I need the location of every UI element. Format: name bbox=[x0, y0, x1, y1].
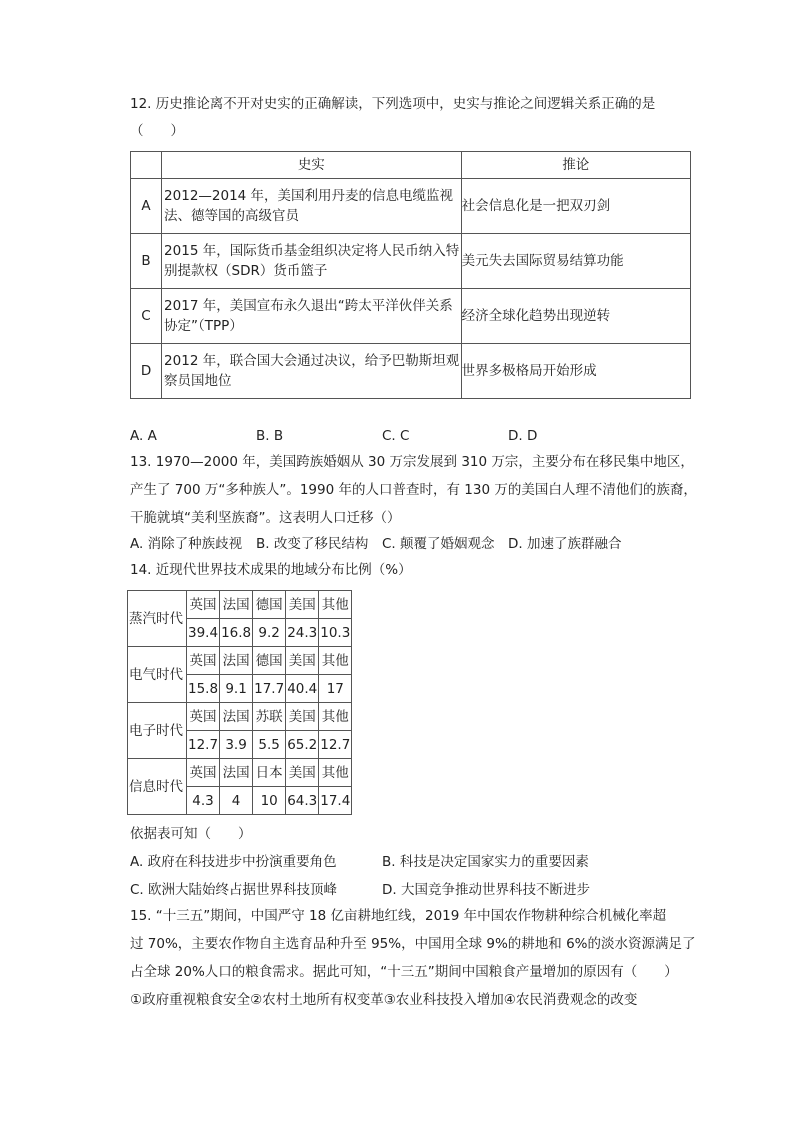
country-cell: 其他 bbox=[319, 759, 352, 787]
row-letter: D bbox=[131, 344, 162, 399]
q14-option-a: A. 政府在科技进步中扮演重要角色 bbox=[130, 854, 337, 870]
table-row bbox=[128, 591, 352, 619]
value-cell: 9.1 bbox=[220, 675, 253, 703]
country-cell: 法国 bbox=[220, 759, 253, 787]
value-cell: 64.3 bbox=[286, 787, 319, 815]
row-fact: 2012—2014 年，美国利用丹麦的信息电缆监视法、德等国的高级官员 bbox=[162, 179, 462, 234]
country-cell: 美国 bbox=[286, 591, 319, 619]
value-cell: 65.2 bbox=[286, 731, 319, 759]
table-header-row bbox=[131, 152, 691, 179]
row-inference: 美元失去国际贸易结算功能 bbox=[461, 234, 690, 289]
country-cell: 美国 bbox=[286, 759, 319, 787]
country-cell: 其他 bbox=[319, 703, 352, 731]
value-cell: 39.4 bbox=[187, 619, 220, 647]
row-inference: 经济全球化趋势出现逆转 bbox=[461, 289, 690, 344]
q13-option-c: C. 颠覆了婚姻观念 bbox=[382, 536, 495, 552]
q14-option-c: C. 欧洲大陆始终占据世界科技顶峰 bbox=[130, 882, 338, 898]
era-label: 蒸汽时代 bbox=[128, 591, 187, 647]
row-letter: A bbox=[131, 179, 162, 234]
row-inference: 社会信息化是一把双刃剑 bbox=[461, 179, 690, 234]
value-cell: 10.3 bbox=[319, 619, 352, 647]
country-cell: 苏联 bbox=[253, 703, 286, 731]
row-fact: 2012 年，联合国大会通过决议，给予巴勒斯坦观察员国地位 bbox=[162, 344, 462, 399]
table-row bbox=[131, 179, 691, 234]
table-row bbox=[131, 234, 691, 289]
q12-stem: 12. 历史推论离不开对史实的正确解读，下列选项中，史实与推论之间逻辑关系正确的是 bbox=[130, 96, 656, 112]
q14-stem: 14. 近现代世界技术成果的地域分布比例（%） bbox=[130, 562, 412, 578]
table-row bbox=[131, 344, 691, 399]
value-cell: 17.7 bbox=[253, 675, 286, 703]
table-row bbox=[128, 647, 352, 675]
row-letter: B bbox=[131, 234, 162, 289]
q13-line-1: 13. 1970—2000 年，美国跨族婚姻从 30 万宗发展到 310 万宗，主要分布在移民集中地区， bbox=[130, 454, 694, 470]
table-corner-cell bbox=[131, 152, 162, 179]
value-cell: 17.4 bbox=[319, 787, 352, 815]
value-cell: 12.7 bbox=[187, 731, 220, 759]
value-cell: 12.7 bbox=[319, 731, 352, 759]
q14-option-b: B. 科技是决定国家实力的重要因素 bbox=[382, 854, 589, 870]
value-cell: 3.9 bbox=[220, 731, 253, 759]
value-cell: 10 bbox=[253, 787, 286, 815]
country-cell: 日本 bbox=[253, 759, 286, 787]
era-label: 电子时代 bbox=[128, 703, 187, 759]
row-inference: 世界多极格局开始形成 bbox=[461, 344, 690, 399]
q15-line-4: ①政府重视粮食安全②农村土地所有权变革③农业科技投入增加④农民消费观念的改变 bbox=[130, 992, 638, 1008]
row-letter: C bbox=[131, 289, 162, 344]
q12-answer-blank: （ ） bbox=[130, 123, 184, 139]
era-label: 电气时代 bbox=[128, 647, 187, 703]
country-cell: 美国 bbox=[286, 647, 319, 675]
country-cell: 法国 bbox=[220, 647, 253, 675]
era-label: 信息时代 bbox=[128, 759, 187, 815]
header-inference: 推论 bbox=[461, 152, 690, 179]
q12-option-a: A. A bbox=[130, 428, 157, 444]
country-cell: 美国 bbox=[286, 703, 319, 731]
q13-option-b: B. 改变了移民结构 bbox=[256, 536, 369, 552]
country-cell: 法国 bbox=[220, 591, 253, 619]
country-cell: 英国 bbox=[187, 759, 220, 787]
country-cell: 英国 bbox=[187, 703, 220, 731]
value-cell: 17 bbox=[319, 675, 352, 703]
table-row bbox=[131, 289, 691, 344]
table-row bbox=[128, 759, 352, 787]
value-cell: 5.5 bbox=[253, 731, 286, 759]
q13-option-a: A. 消除了种族歧视 bbox=[130, 536, 243, 552]
q13-option-d: D. 加速了族群融合 bbox=[508, 536, 622, 552]
row-fact: 2015 年，国际货币基金组织决定将人民币纳入特别提款权（SDR）货币篮子 bbox=[162, 234, 462, 289]
q14-option-d: D. 大国竞争推动世界科技不断进步 bbox=[382, 882, 590, 898]
q12-option-b: B. B bbox=[256, 428, 284, 444]
country-cell: 德国 bbox=[253, 591, 286, 619]
q15-line-3: 占全球 20%人口的粮食需求。据此可知，“十三五”期间中国粮食产量增加的原因有（ ） bbox=[130, 964, 678, 980]
q12-option-d: D. D bbox=[508, 428, 538, 444]
country-cell: 英国 bbox=[187, 647, 220, 675]
table-row bbox=[128, 703, 352, 731]
country-cell: 英国 bbox=[187, 591, 220, 619]
value-cell: 4.3 bbox=[187, 787, 220, 815]
q14-table bbox=[127, 590, 352, 815]
value-cell: 24.3 bbox=[286, 619, 319, 647]
q15-line-1: 15. “十三五”期间，中国严守 18 亿亩耕地红线，2019 年中国农作物耕种综合机械化率超 bbox=[130, 908, 667, 924]
value-cell: 9.2 bbox=[253, 619, 286, 647]
q12-table bbox=[130, 151, 691, 399]
value-cell: 15.8 bbox=[187, 675, 220, 703]
q12-option-c: C. C bbox=[382, 428, 410, 444]
country-cell: 其他 bbox=[319, 591, 352, 619]
header-fact: 史实 bbox=[162, 152, 462, 179]
country-cell: 其他 bbox=[319, 647, 352, 675]
value-cell: 4 bbox=[220, 787, 253, 815]
row-fact: 2017 年，美国宣布永久退出“跨太平洋伙伴关系协定”（TPP） bbox=[162, 289, 462, 344]
q13-line-3: 干脆就填“美利坚族裔”。这表明人口迁移（） bbox=[130, 510, 401, 526]
country-cell: 德国 bbox=[253, 647, 286, 675]
q15-line-2: 过 70%，主要农作物自主选育品种升至 95%，中国用全球 9%的耕地和 6%的淡水资源满足了 bbox=[130, 936, 696, 952]
q14-basis: 依据表可知（ ） bbox=[130, 826, 252, 842]
value-cell: 16.8 bbox=[220, 619, 253, 647]
country-cell: 法国 bbox=[220, 703, 253, 731]
value-cell: 40.4 bbox=[286, 675, 319, 703]
q13-line-2: 产生了 700 万“多种族人”。1990 年的人口普查时，有 130 万的美国白人理不清他们的族裔， bbox=[130, 482, 697, 498]
